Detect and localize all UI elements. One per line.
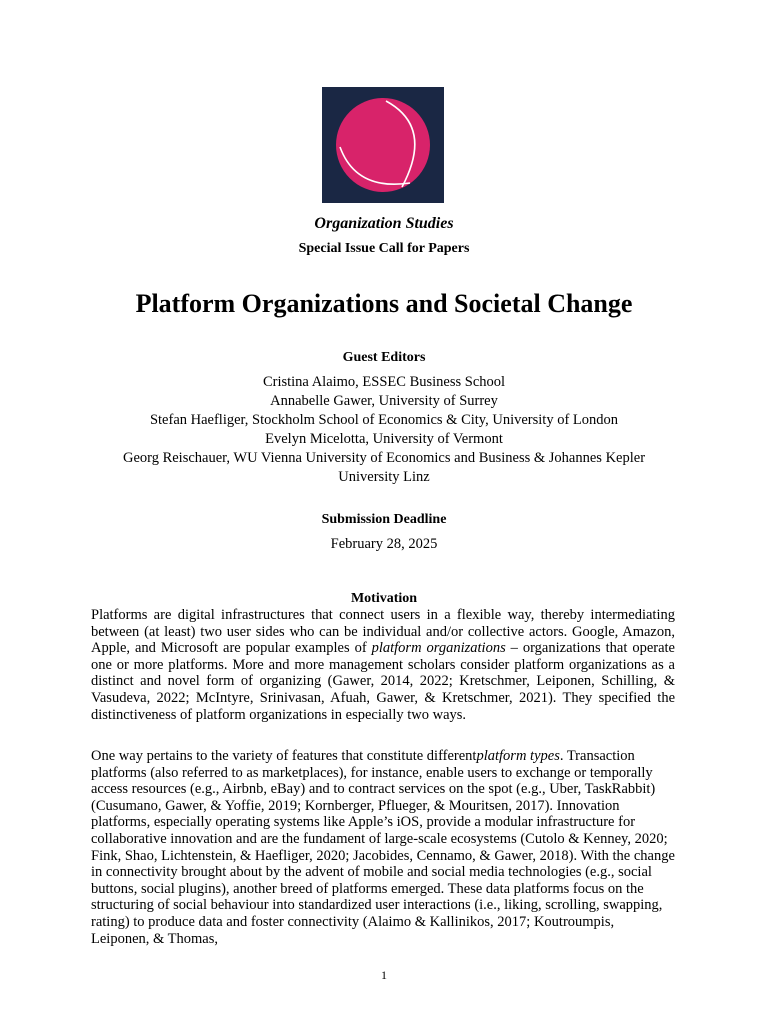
emphasis-text: platform types [476,748,560,764]
motivation-paragraph-1 [91,607,675,723]
editor-line: University Linz [338,469,430,485]
guest-editors-list [0,373,768,487]
editor-line: Georg Reischauer, WU Vienna University of Economics and Business & Johannes Kepler [122,450,646,466]
paragraph-text: . Transaction platforms (also referred to as marketplaces), for instance, enable users to exchange or temporally access resources (e.g., Airbnb, eBay) and to contract services on the spot (e.g., Uber, TaskRabbit) (Cusumano, Gawer, & Yoffie, 2019; Kornberger, Pflueger, & Mouritsen, 2017). Innovation platforms, especially operating systems like Apple’s iOS, provide a modular infrastructure for collaborative innovation and are the fundament of large-scale ecosystems (Cutolo & Kenney, 2020; Fink, Shao, Lichtenstein, & Haefliger, 2020; Jacobides, Cennamo, & Gawer, 2018). With the change in connectivity brought about by the advent of mobile and social media technologies (e.g., social buttons, social plugins), another breed of platforms emerged. These data platforms focus on the structuring of social behaviour into standardized user interactions (i.e., liking, scrolling, swapping, rating) to produce data and foster connectivity (Alaimo & Kallinikos, 2017; Koutroumpis, Leiponen, & Thomas, [91,748,675,947]
submission-deadline-heading: Submission Deadline [321,512,447,527]
guest-editors-heading: Guest Editors [342,350,426,365]
page-title: Platform Organizations and Societal Change [135,289,633,318]
paragraph-text: – organizations that operate one or more platforms. More and more management scholars consider platform organizations as a distinct and novel form of organizing (Gawer, 2014, 2022; Kretschmer, Leiponen, Schilling, & Vasudeva, 2022; McIntyre, Srinivasan, Afuah, Gawer, & Kretschmer, 2021). They specified the distinctiveness of platform organizations in especially two ways. [91,640,675,723]
emphasis-text: platform organizations [371,640,506,657]
editor-line: Evelyn Micelotta, University of Vermont [265,431,503,447]
paragraph-text: One way pertains to the variety of features that constitute different [91,748,477,764]
submission-deadline-date: February 28, 2025 [330,536,438,552]
page-number: 1 [381,968,387,982]
editor-line: Cristina Alaimo, ESSEC Business School [262,374,506,390]
logo-circle-icon [322,87,444,203]
call-for-papers-label: Special Issue Call for Papers [298,241,470,256]
editor-line: Annabelle Gawer, University of Surrey [270,393,498,409]
paragraph-text: Platforms are digital infrastructures that connect users in a flexible way, thereby intermediating between (at least) two user sides who can be individual and/or collective actors. Google, Amazon, Apple, and Microsoft are popular examples of [91,607,675,657]
journal-name: Organization Studies [314,215,454,232]
editor-line: Stefan Haefliger, Stockholm School of Economics & City, University of London [149,412,619,428]
journal-logo [322,87,444,203]
motivation-heading: Motivation [350,591,418,606]
motivation-paragraph-2 [91,748,675,947]
